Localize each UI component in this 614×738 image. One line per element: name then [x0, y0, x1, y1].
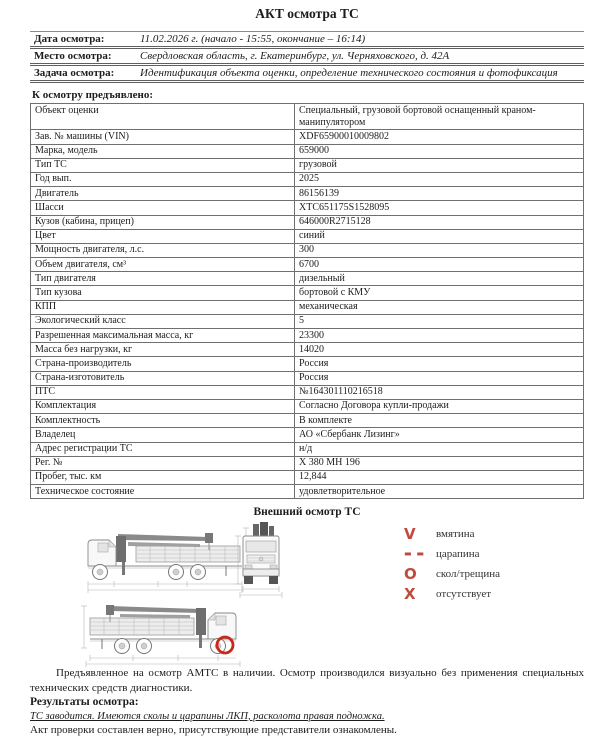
- row-label: Рег. №: [31, 456, 295, 470]
- row-value: дизельный: [295, 272, 584, 286]
- legend-item-dent: [404, 524, 500, 544]
- legend-item-missing: [404, 584, 500, 604]
- table-row: [31, 371, 584, 385]
- table-row: [31, 385, 584, 399]
- table-row: [31, 258, 584, 272]
- closing-statement: Акт проверки составлен верно, присутствующие представители ознакомлены.: [30, 724, 397, 737]
- table-row: [31, 485, 584, 499]
- row-value: удовлетворительное: [295, 485, 584, 499]
- row-label: Разрешенная максимальная масса, кг: [31, 329, 295, 343]
- table-row: [31, 158, 584, 172]
- row-value: В комплекте: [295, 414, 584, 428]
- row-label: Зав. № машины (VIN): [31, 130, 295, 144]
- row-value: н/д: [295, 442, 584, 456]
- row-label: Страна-изготовитель: [31, 371, 295, 385]
- table-row: [31, 130, 584, 144]
- row-value: Х 380 МН 196: [295, 456, 584, 470]
- row-label: Кузов (кабина, прицеп): [31, 215, 295, 229]
- row-label: Пробег, тыс. км: [31, 470, 295, 484]
- table-row: [31, 187, 584, 201]
- scratch-symbol: ▬ ▬: [404, 549, 425, 559]
- row-label: Адрес регистрации ТС: [31, 442, 295, 456]
- info-value: Свердловская область, г. Екатеринбург, ул. Черняховского, д. 42А: [140, 50, 450, 62]
- info-row-place: [30, 49, 584, 66]
- row-value: Согласно Договора купли-продажи: [295, 399, 584, 413]
- row-value: 12,844: [295, 470, 584, 484]
- presented-heading: К осмотру предъявлено:: [32, 89, 154, 101]
- row-label: Комплектация: [31, 399, 295, 413]
- row-label: Владелец: [31, 428, 295, 442]
- row-value: 86156139: [295, 187, 584, 201]
- row-value: 23300: [295, 329, 584, 343]
- table-row: [31, 456, 584, 470]
- chip-crack-symbol: O: [404, 564, 417, 583]
- row-value: грузовой: [295, 158, 584, 172]
- table-row: [31, 243, 584, 257]
- row-value: 6700: [295, 258, 584, 272]
- row-value: синий: [295, 229, 584, 243]
- row-value: механическая: [295, 300, 584, 314]
- row-value: Россия: [295, 371, 584, 385]
- exterior-inspection-diagram: [30, 518, 584, 666]
- row-value: 5: [295, 314, 584, 328]
- table-row: [31, 201, 584, 215]
- table-row: [31, 272, 584, 286]
- table-row: [31, 414, 584, 428]
- info-value: 11.02.2026 г. (начало - 15:55, окончание – 16:14): [140, 33, 366, 45]
- table-row: [31, 144, 584, 158]
- row-label: Техническое состояние: [31, 485, 295, 499]
- table-row: [31, 428, 584, 442]
- row-label: Объект оценки: [31, 104, 295, 130]
- truck-diagram: [58, 520, 418, 668]
- results-heading: Результаты осмотра:: [30, 695, 139, 708]
- table-row: [31, 229, 584, 243]
- page-title: АКТ осмотра ТС: [255, 6, 359, 21]
- results-note: ТС заводится. Имеются сколы и царапины ЛКП, расколота правая подножка.: [30, 710, 385, 722]
- row-value: XTC651175S1528095: [295, 201, 584, 215]
- row-label: Экологический класс: [31, 314, 295, 328]
- exterior-inspection-heading: Внешний осмотр ТС: [253, 506, 361, 519]
- vehicle-details-table: [30, 103, 584, 499]
- table-row: [31, 286, 584, 300]
- row-value: АО «Сбербанк Лизинг»: [295, 428, 584, 442]
- row-value: Россия: [295, 357, 584, 371]
- row-value: XDF65900010009802: [295, 130, 584, 144]
- legend-label: царапина: [436, 548, 480, 561]
- table-row: [31, 215, 584, 229]
- row-label: Объем двигателя, см³: [31, 258, 295, 272]
- row-label: ПТС: [31, 385, 295, 399]
- row-label: Страна-производитель: [31, 357, 295, 371]
- table-row: [31, 104, 584, 130]
- legend-label: скол/трещина: [436, 568, 501, 581]
- row-value: 2025: [295, 172, 584, 186]
- dent-symbol: V: [404, 524, 416, 543]
- row-value: №164301110216518: [295, 385, 584, 399]
- table-row: [31, 442, 584, 456]
- table-row: [31, 343, 584, 357]
- table-row: [31, 357, 584, 371]
- row-label: Год вып.: [31, 172, 295, 186]
- legend-item-chip-crack: [404, 564, 500, 584]
- row-label: Марка, модель: [31, 144, 295, 158]
- row-label: Тип кузова: [31, 286, 295, 300]
- info-row-date: [30, 32, 584, 49]
- row-label: КПП: [31, 300, 295, 314]
- info-row-task: [30, 66, 584, 83]
- inspection-results-section: [30, 666, 584, 737]
- table-row: [31, 314, 584, 328]
- info-value: Идентификация объекта оценки, определение технического состояния и фотофиксация: [140, 67, 558, 79]
- row-label: Мощность двигателя, л.с.: [31, 243, 295, 257]
- table-row: [31, 470, 584, 484]
- row-value: Специальный, грузовой бортовой оснащенный краном-манипулятором: [295, 104, 584, 130]
- presence-paragraph: Предъявленное на осмотр АМТС в наличии. Осмотр производился визуально без применения специальных технических средств диагностики.: [30, 667, 584, 694]
- table-row: [31, 172, 584, 186]
- row-label: Тип ТС: [31, 158, 295, 172]
- row-label: Двигатель: [31, 187, 295, 201]
- info-label: Дата осмотра:: [34, 33, 105, 45]
- table-row: [31, 329, 584, 343]
- row-value: 14020: [295, 343, 584, 357]
- row-value: 646000R2715128: [295, 215, 584, 229]
- row-value: бортовой с КМУ: [295, 286, 584, 300]
- damage-legend: [404, 524, 500, 604]
- table-row: [31, 399, 584, 413]
- row-value: 300: [295, 243, 584, 257]
- legend-label: вмятина: [436, 528, 475, 541]
- info-label: Место осмотра:: [34, 50, 112, 62]
- row-value: 659000: [295, 144, 584, 158]
- row-label: Комплектность: [31, 414, 295, 428]
- legend-item-scratch: [404, 544, 500, 564]
- row-label: Масса без нагрузки, кг: [31, 343, 295, 357]
- legend-label: отсутствует: [436, 588, 492, 601]
- row-label: Цвет: [31, 229, 295, 243]
- table-row: [31, 300, 584, 314]
- row-label: Тип двигателя: [31, 272, 295, 286]
- row-label: Шасси: [31, 201, 295, 215]
- inspection-info-table: [30, 31, 584, 83]
- missing-symbol: X: [404, 584, 416, 603]
- info-label: Задача осмотра:: [34, 67, 115, 79]
